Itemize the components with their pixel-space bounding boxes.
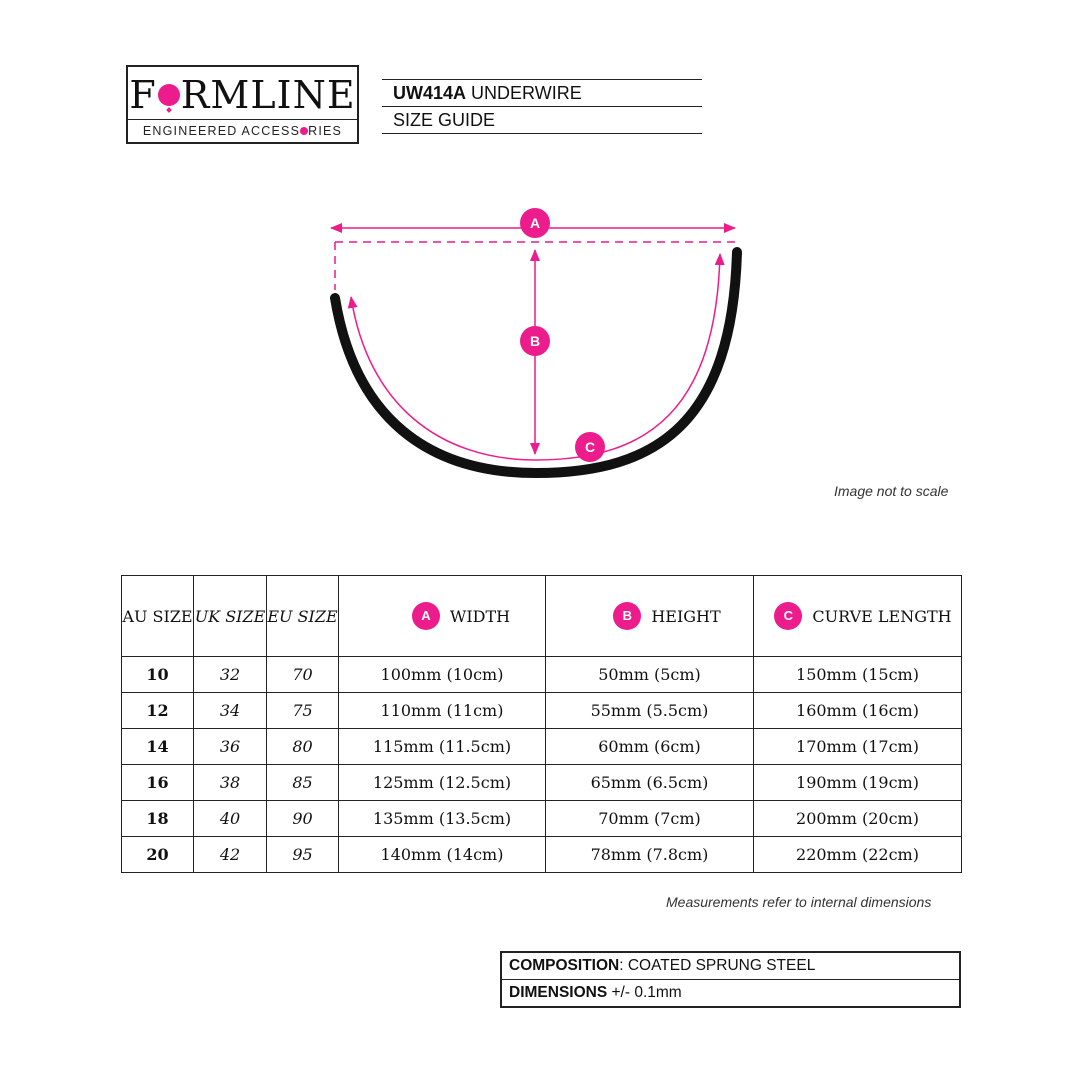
row-curve-length: 200mm (20cm): [754, 801, 962, 837]
table-row: [122, 837, 962, 873]
size-table: [121, 575, 962, 873]
product-name: UNDERWIRE: [471, 83, 582, 103]
row-height: 55mm (5.5cm): [546, 693, 754, 729]
row-au-size: 16: [122, 765, 194, 801]
header-eu-size: EU SIZE: [267, 576, 339, 657]
row-uk-size: 40: [194, 801, 267, 837]
composition-label: COMPOSITION: [509, 957, 620, 974]
header-badge-c: C: [774, 602, 802, 630]
row-eu-size: 70: [267, 657, 339, 693]
header-height-label: HEIGHT: [651, 606, 721, 626]
brand-name-end: RMLINE: [180, 73, 356, 117]
badge-b-label: B: [529, 333, 541, 349]
scale-note: Image not to scale: [834, 483, 949, 499]
table-row: [122, 729, 962, 765]
brand-name-start: F: [129, 73, 157, 117]
table-row: [122, 765, 962, 801]
measurements-note: Measurements refer to internal dimensions: [666, 894, 932, 910]
tagline-end: RIES: [308, 124, 343, 138]
specs-box: [500, 951, 961, 1008]
row-curve-length: 190mm (19cm): [754, 765, 962, 801]
row-height: 65mm (6.5cm): [546, 765, 754, 801]
header-height: [546, 576, 754, 657]
row-au-size: 20: [122, 837, 194, 873]
row-uk-size: 34: [194, 693, 267, 729]
row-au-size: 10: [122, 657, 194, 693]
table-row: [122, 657, 962, 693]
header-width: [339, 576, 546, 657]
header-au-size: AU SIZE: [122, 576, 194, 657]
row-height: 70mm (7cm): [546, 801, 754, 837]
badge-c: [575, 432, 605, 462]
tagline-start: ENGINEERED ACCESS: [142, 124, 301, 138]
row-au-size: 14: [122, 729, 194, 765]
table-header-row: [122, 576, 962, 657]
specs-divider: [502, 979, 959, 980]
header-curve-label: CURVE LENGTH: [812, 606, 952, 626]
row-curve-length: 220mm (22cm): [754, 837, 962, 873]
row-height: 60mm (6cm): [546, 729, 754, 765]
composition-row: [509, 957, 815, 975]
row-width: 125mm (12.5cm): [339, 765, 546, 801]
row-eu-size: 85: [267, 765, 339, 801]
header-curve-length: [754, 576, 962, 657]
dimensions-label: DIMENSIONS: [509, 984, 608, 1001]
row-au-size: 12: [122, 693, 194, 729]
row-curve-length: 160mm (16cm): [754, 693, 962, 729]
page-subtitle: SIZE GUIDE: [393, 110, 496, 130]
row-width: 110mm (11cm): [339, 693, 546, 729]
dimensions-value: +/- 0.1mm: [607, 984, 682, 1001]
row-eu-size: 75: [267, 693, 339, 729]
row-eu-size: 80: [267, 729, 339, 765]
badge-c-label: C: [584, 439, 596, 455]
composition-value: : COATED SPRUNG STEEL: [619, 957, 816, 974]
row-curve-length: 170mm (17cm): [754, 729, 962, 765]
row-eu-size: 90: [267, 801, 339, 837]
row-curve-length: 150mm (15cm): [754, 657, 962, 693]
dimensions-row: [509, 984, 682, 1002]
row-height: 50mm (5cm): [546, 657, 754, 693]
row-uk-size: 42: [194, 837, 267, 873]
row-au-size: 18: [122, 801, 194, 837]
underwire-shape: [335, 252, 737, 473]
header-badge-a: A: [412, 602, 440, 630]
product-code: UW414A: [393, 83, 467, 103]
row-eu-size: 95: [267, 837, 339, 873]
row-uk-size: 32: [194, 657, 267, 693]
table-row: [122, 693, 962, 729]
badge-b: [520, 326, 550, 356]
badge-a-label: A: [529, 215, 541, 231]
row-width: 135mm (13.5cm): [339, 801, 546, 837]
row-width: 140mm (14cm): [339, 837, 546, 873]
row-height: 78mm (7.8cm): [546, 837, 754, 873]
row-width: 100mm (10cm): [339, 657, 546, 693]
header-width-label: WIDTH: [449, 606, 511, 626]
row-width: 115mm (11.5cm): [339, 729, 546, 765]
table-row: [122, 801, 962, 837]
row-uk-size: 38: [194, 765, 267, 801]
header-badge-b: B: [613, 602, 641, 630]
header-uk-size: UK SIZE: [194, 576, 267, 657]
row-uk-size: 36: [194, 729, 267, 765]
badge-a: [520, 208, 550, 238]
underwire-diagram: [0, 0, 1080, 520]
